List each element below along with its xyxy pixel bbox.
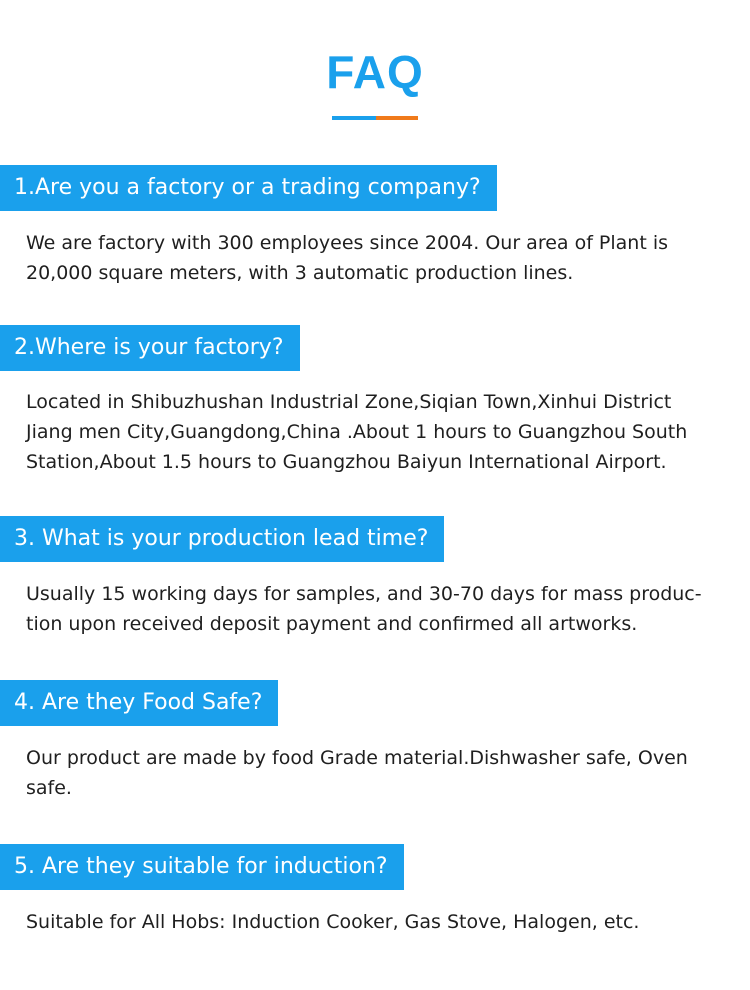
underline-blue-segment [332,116,376,120]
answer-line: tion upon received deposit payment and confirmed all artworks. [26,613,638,635]
answer-line: Usually 15 working days for samples, and 30-70 days for mass produc- [26,583,702,605]
faq-question-4: 4. Are they Food Safe? [0,680,278,726]
answer-line: 20,000 square meters, with 3 automatic production lines. [26,262,574,284]
answer-line: Jiang men City,Guangdong,China .About 1 hours to Guangzhou South [26,421,688,443]
faq-answer-4 [26,743,730,803]
title-underline [332,116,418,120]
faq-question-2: 2.Where is your factory? [0,325,300,371]
faq-answer-5 [26,907,730,937]
answer-line: Suitable for All Hobs: Induction Cooker, Gas Stove, Halogen, etc. [26,911,640,933]
page-title: FAQ [326,46,424,98]
underline-orange-segment [376,116,418,120]
answer-line: Located in Shibuzhushan Industrial Zone,Siqian Town,Xinhui District [26,391,672,413]
answer-line: We are factory with 300 employees since 2004. Our area of Plant is [26,232,669,254]
faq-answer-1 [26,228,730,288]
faq-question-5: 5. Are they suitable for induction? [0,844,404,890]
faq-answer-2 [26,387,730,477]
answer-line: Our product are made by food Grade material.Dishwasher safe, Oven [26,747,688,769]
faq-question-1: 1.Are you a factory or a trading company? [0,165,497,211]
faq-answer-3 [26,579,730,639]
faq-question-3: 3. What is your production lead time? [0,516,444,562]
answer-line: Station,About 1.5 hours to Guangzhou Baiyun International Airport. [26,451,667,473]
answer-line: safe. [26,777,72,799]
